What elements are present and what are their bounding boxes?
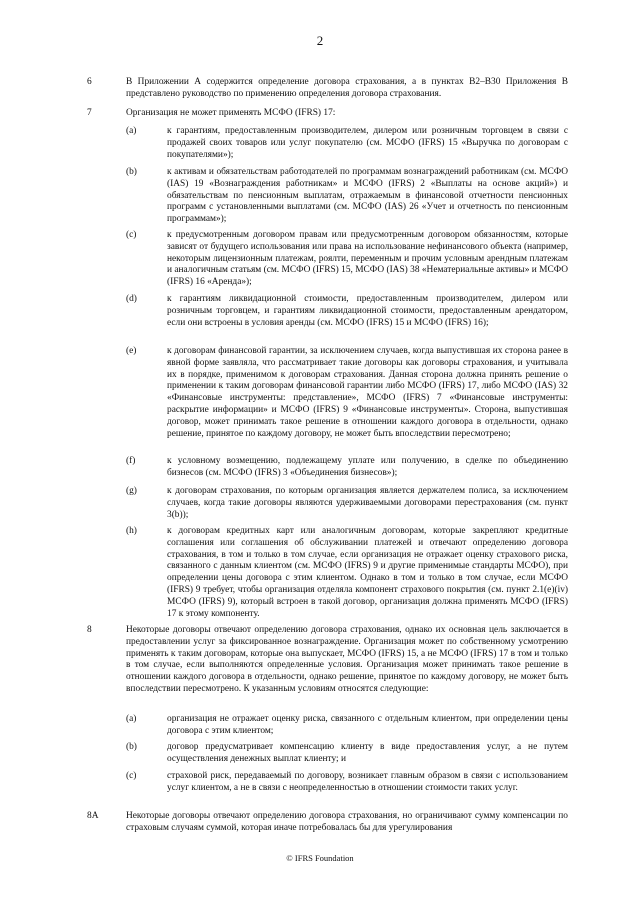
item-label: (g) — [126, 486, 137, 496]
item-label: (e) — [126, 346, 137, 356]
item-text: к предусмотренным договором правам или предусмотренным договором обязанностям, которые зависят от будущего использования или права на использование нефинансового объекта (например, некоторым лицензионным платежам, роялти, переменным и прочим условным арендным платежам и аналогичным статьям (см. МСФО (IFRS) 15, МСФО (IAS) 38 «Нематериальные активы» и МСФО (IFRS) 16 «Аренда»); — [167, 230, 568, 288]
item-text: к гарантиям, предоставленным производителем, дилером или розничным торговцем в связи с продажей своих товаров или услуг покупателю (см. МСФО (IFRS) 15 «Выручка по договорам с покупателями»); — [167, 126, 568, 160]
paragraph-number: 6 — [87, 77, 92, 87]
paragraph-number: 8A — [87, 811, 99, 821]
paragraph-text: Некоторые договоры отвечают определению договора страхования, но ограничивают сумму компенсации по страховым случаям суммой, которая иначе потребовалась бы для урегулирования — [126, 811, 568, 833]
paragraph-number: 8 — [87, 625, 92, 635]
item-text: к договорам страхования, по которым организация является держателем полиса, за исключением случаев, когда такие договоры являются удерживаемыми договорами перестрахования (см. пункт 3(b)); — [167, 486, 568, 520]
page-number: 2 — [316, 33, 324, 48]
item-text: к гарантиям ликвидационной стоимости, предоставленным производителем, дилером или розничным торговцем, и гарантиям ликвидационной стоимости, предоставленным арендатором, если они встроены в условия аренды (см. МСФО (IFRS) 15 и МСФО (IFRS) 16); — [167, 294, 568, 328]
item-text: договор предусматривает компенсацию клиенту в виде предоставления услуг, а не путем осуществления денежных выплат клиенту; и — [167, 742, 568, 764]
item-text: к договорам кредитных карт или аналогичным договорам, которые закрепляют кредитные соглашения или соглашения об обслуживании платежей и отвечают определению договора страхования, в том и только в том случае, если организация не отражает оценку страхового риска, связанного с данным клиентом (см. МСФО (IFRS) 9 и другие применимые стандарты МСФО), при определении цены договора с этим клиентом. Однако в том и только в том случае, если МСФО (IFRS) 9 требует, чтобы организация отделяла компонент страхового покрытия (см. пункт 2.1(e)(iv) МСФО (IFRS) 9), который встроен в такой договор, организация должна применять МСФО (IFRS) 17 к этому компоненту. — [167, 526, 568, 619]
item-text: страховой риск, передаваемый по договору, возникает главным образом в связи с использованием услуг клиентом, а не в связи с неопределенностью в отношении стоимости таких услуг. — [167, 771, 568, 793]
paragraph-number: 7 — [87, 108, 92, 118]
item-label: (h) — [126, 526, 137, 536]
paragraph-text: В Приложении А содержится определение договора страхования, а в пунктах В2–В30 Приложения В представлено руководство по применению определения договора страхования. — [126, 77, 568, 99]
item-text: к договорам финансовой гарантии, за исключением случаев, когда выпустившая их сторона ранее в явной форме заявляла, что рассматривает такие договоры как договоры страхования, и учитывала их в порядке, применимом к договорам страхования. Данная сторона должна принять решение о применении к таким договорам финансовой гарантии либо МСФО (IFRS) 17, либо МСФО (IAS) 32 «Финансовые инструменты: представление», МСФО (IFRS) 7 «Финансовые инструменты: раскрытие информации» и МСФО (IFRS) 9 «Финансовые инструменты». Сторона, выпустившая договор, может принимать такое решение в отношении каждого договора в отдельности, однако решение, принятое по каждому договору, не может быть впоследствии пересмотрено; — [167, 346, 568, 439]
paragraph-text: Организация не может применять МСФО (IFRS) 17: — [126, 108, 336, 118]
item-label: (b) — [126, 742, 137, 752]
item-label: (a) — [126, 714, 137, 724]
item-label: (f) — [126, 456, 136, 466]
footer-copyright: © IFRS Foundation — [286, 853, 354, 863]
item-label: (b) — [126, 167, 137, 177]
item-label: (a) — [126, 126, 137, 136]
item-label: (c) — [126, 771, 137, 781]
item-text: к активам и обязательствам работодателей по программам вознаграждений работникам (см. МСФО (IAS) 19 «Вознаграждения работникам» и МСФО (IFRS) 2 «Выплаты на основе акций») и обязательствам по пенсионным выплатам, отражаемым в финансовой отчетности пенсионных программ с установленными выплатами (см. МСФО (IAS) 26 «Учет и отчетность по пенсионным программам»); — [167, 167, 568, 225]
item-label: (c) — [126, 230, 137, 240]
paragraph-text: Некоторые договоры отвечают определению договора страхования, однако их основная цель заключается в предоставлении услуг за фиксированное вознаграждение. Организация может по собственному усмотрению применять к таким договорам, которые она выпускает, МСФО (IFRS) 15, а не МСФО (IFRS) 17 в том и только в том случае, если выполняются определенные условия. Организация может принимать такое решение в отношении каждого договора в отдельности, однако решение, принятое по каждому договору, не может быть впоследствии пересмотрено. К указанным условиям относятся следующие: — [126, 625, 568, 694]
item-label: (d) — [126, 294, 137, 304]
item-text: к условному возмещению, подлежащему уплате или получению, в сделке по объединению бизнесов (см. МСФО (IFRS) 3 «Объединения бизнесов»); — [167, 456, 568, 478]
item-text: организация не отражает оценку риска, связанного с отдельным клиентом, при определении цены договора с этим клиентом; — [167, 714, 568, 736]
